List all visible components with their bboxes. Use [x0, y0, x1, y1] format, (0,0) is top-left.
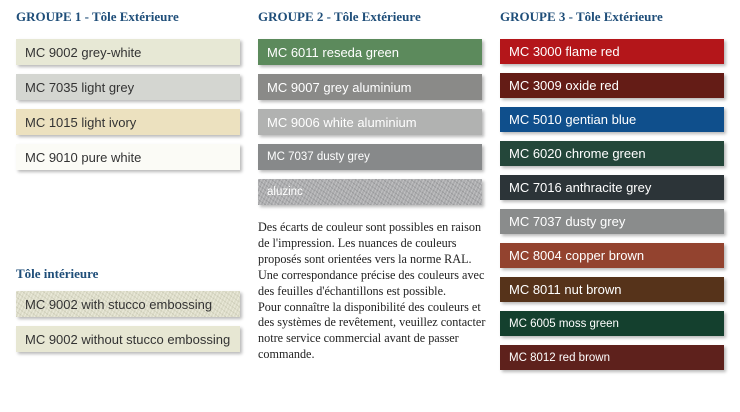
color-swatch-mc-9002-without-stucco-embossing [16, 326, 240, 352]
group3-swatch-list [500, 39, 724, 379]
group1-swatch-list [16, 39, 240, 179]
swatch-label: MC 7016 anthracite grey [509, 180, 652, 195]
swatch-label: MC 3000 flame red [509, 44, 620, 59]
color-swatch-mc-1015-light-ivory [16, 109, 240, 135]
swatch-label: MC 1015 light ivory [25, 114, 137, 130]
swatch-label: MC 8004 copper brown [509, 248, 645, 263]
color-swatch-mc-6011-reseda-green [258, 39, 482, 65]
color-swatch-mc-7037-dusty-grey [500, 209, 724, 234]
swatch-label: MC 7035 light grey [25, 79, 135, 95]
swatch-label: MC 9002 grey-white [25, 44, 142, 60]
swatch-label: MC 6011 reseda green [267, 44, 400, 60]
color-swatch-mc-9002-with-stucco-embossing [16, 291, 240, 317]
color-swatch-mc-9006-white-aluminium [258, 109, 482, 135]
swatch-label: MC 6020 chrome green [509, 146, 646, 161]
color-swatch-mc-6005-moss-green [500, 311, 724, 336]
interior-swatch-list [16, 291, 240, 361]
swatch-label: MC 9007 grey aluminium [267, 79, 412, 95]
color-swatch-mc-6020-chrome-green [500, 141, 724, 166]
color-swatch-mc-5010-gentian-blue [500, 107, 724, 132]
color-swatch-mc-8004-copper-brown [500, 243, 724, 268]
color-disclaimer-note [258, 220, 486, 363]
interior-heading: Tôle intérieure [16, 266, 99, 281]
note-paragraph-print-variation: Des écarts de couleur sont possibles en raison de l'impression. Les nuances de couleurs proposés sont orientées vers la norme RAL. Une correspondance précise des couleurs avec des feuilles d'échantillons est possible. [258, 220, 485, 298]
group2-swatch-list [258, 39, 482, 214]
color-swatch-aluzinc [258, 179, 482, 205]
group1-heading: GROUPE 1 - Tôle Extérieure [16, 9, 179, 24]
swatch-label: MC 6005 moss green [509, 317, 619, 330]
swatch-label: MC 3009 oxide red [509, 78, 619, 93]
color-swatch-mc-9007-grey-aluminium [258, 74, 482, 100]
swatch-label: MC 9010 pure white [25, 149, 142, 165]
note-paragraph-availability: Pour connaître la disponibilité des couleurs et des systèmes de revêtement, veuillez contacter notre service commercial avant de passer commande. [258, 299, 486, 362]
color-swatch-mc-9010-pure-white [16, 144, 240, 170]
group2-heading: GROUPE 2 - Tôle Extérieure [258, 9, 421, 24]
color-swatch-mc-8011-nut-brown [500, 277, 724, 302]
color-swatch-mc-7037-dusty-grey [258, 144, 482, 170]
color-swatch-mc-9002-grey-white [16, 39, 240, 65]
swatch-label: MC 8011 nut brown [509, 282, 622, 297]
swatch-label: MC 9002 without stucco embossing [25, 331, 231, 347]
color-swatch-mc-3009-oxide-red [500, 73, 724, 98]
color-swatch-mc-7035-light-grey [16, 74, 240, 100]
swatch-label: MC 5010 gentian blue [509, 112, 637, 127]
swatch-label: MC 8012 red brown [509, 351, 610, 364]
swatch-label: MC 9002 with stucco embossing [25, 296, 213, 312]
color-swatch-mc-8012-red-brown [500, 345, 724, 370]
color-swatch-mc-3000-flame-red [500, 39, 724, 64]
swatch-label: MC 7037 dusty grey [267, 151, 370, 163]
group3-heading: GROUPE 3 - Tôle Extérieure [500, 9, 663, 24]
swatch-label: MC 7037 dusty grey [509, 214, 626, 229]
swatch-label: aluzinc [267, 186, 303, 198]
color-swatch-mc-7016-anthracite-grey [500, 175, 724, 200]
swatch-label: MC 9006 white aluminium [267, 114, 417, 130]
